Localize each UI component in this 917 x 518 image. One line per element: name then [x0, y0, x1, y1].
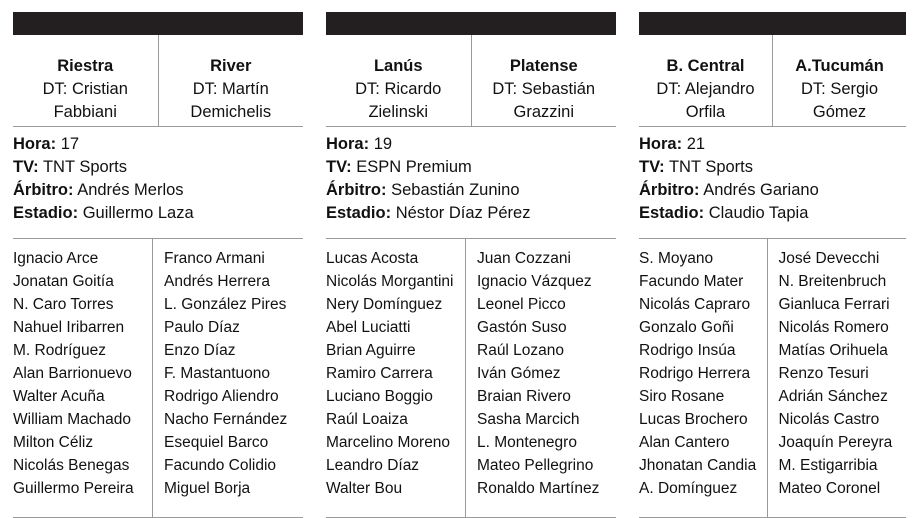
player-name: Ignacio Arce — [13, 250, 99, 267]
team-away — [158, 35, 304, 126]
teams-row — [639, 35, 906, 127]
referee-value: Andrés Merlos — [77, 181, 184, 199]
lineups-row — [13, 239, 303, 518]
player-name: Renzo Tesuri — [778, 365, 869, 382]
match-block — [639, 12, 906, 518]
kickoff-time-label: Hora: — [326, 135, 370, 153]
player-name: M. Estigarribia — [778, 457, 878, 474]
stadium-label: Estadio: — [13, 204, 79, 222]
player-name: Nicolás Capraro — [639, 296, 751, 313]
player-name: Gianluca Ferrari — [778, 296, 890, 313]
header-bar — [13, 12, 303, 35]
team-name: A.Tucumán — [795, 57, 884, 75]
home-players-list — [639, 239, 767, 517]
player-name: Jonatan Goitía — [13, 273, 114, 290]
referee — [326, 179, 616, 202]
player-name: Abel Luciatti — [326, 319, 411, 336]
player-name: N. Caro Torres — [13, 296, 114, 313]
team-home — [13, 35, 158, 126]
player-name: Jhonatan Candia — [639, 457, 757, 474]
match-block — [13, 12, 303, 518]
player-name: William Machado — [13, 411, 132, 428]
stadium — [326, 202, 616, 225]
match-info — [639, 127, 906, 239]
player-name: Lucas Acosta — [326, 250, 419, 267]
team-home — [639, 35, 772, 126]
tv-channel-label: TV: — [326, 158, 352, 176]
match-info — [326, 127, 616, 239]
player-name: Esequiel Barco — [164, 434, 269, 451]
header-bar — [326, 12, 616, 35]
referee-label: Árbitro: — [13, 181, 74, 199]
referee-label: Árbitro: — [326, 181, 387, 199]
player-name: L. González Pires — [164, 296, 287, 313]
team-home — [326, 35, 471, 126]
player-name: Nicolás Morgantini — [326, 273, 454, 290]
lineups-row — [326, 239, 616, 518]
player-name: F. Mastantuono — [164, 365, 270, 382]
referee — [13, 179, 303, 202]
player-name: Siro Rosane — [639, 388, 725, 405]
player-name: Luciano Boggio — [326, 388, 433, 405]
player-name: Iván Gómez — [477, 365, 561, 382]
player-name: Ramiro Carrera — [326, 365, 433, 382]
tv-channel-label: TV: — [13, 158, 39, 176]
player-name: Facundo Mater — [639, 273, 744, 290]
stadium — [639, 202, 906, 225]
player-name: Brian Aguirre — [326, 342, 416, 359]
kickoff-time-value: 21 — [686, 135, 706, 153]
team-away — [772, 35, 906, 126]
lineups-row — [639, 239, 906, 518]
player-name: Paulo Díaz — [164, 319, 240, 336]
player-name: Milton Céliz — [13, 434, 94, 451]
tv-channel-value: ESPN Premium — [356, 158, 472, 176]
team-name: B. Central — [666, 57, 745, 75]
stadium-label: Estadio: — [326, 204, 392, 222]
team-name: River — [210, 57, 252, 75]
kickoff-time-value: 19 — [373, 135, 393, 153]
player-name: Walter Acuña — [13, 388, 105, 405]
home-players-list — [326, 239, 465, 517]
player-name: L. Montenegro — [477, 434, 577, 451]
player-name: Raúl Loaiza — [326, 411, 408, 428]
referee-label: Árbitro: — [639, 181, 700, 199]
player-name: Ignacio Vázquez — [477, 273, 592, 290]
player-name: Franco Armani — [164, 250, 265, 267]
player-name: Nicolás Benegas — [13, 457, 130, 474]
tv-channel — [326, 156, 616, 179]
player-name: Braian Rivero — [477, 388, 571, 405]
team-coach: DT: Alejandro Orfila — [656, 80, 755, 121]
team-name: Platense — [509, 57, 578, 75]
teams-row — [13, 35, 303, 127]
tv-channel-label: TV: — [639, 158, 665, 176]
player-name: Nicolás Romero — [778, 319, 889, 336]
player-name: Rodrigo Insúa — [639, 342, 736, 359]
player-name: Rodrigo Aliendro — [164, 388, 279, 405]
team-coach: DT: Ricardo Zielinski — [355, 80, 442, 121]
player-name: Alan Cantero — [639, 434, 730, 451]
player-name: Guillermo Pereira — [13, 480, 134, 497]
match-block — [326, 12, 616, 518]
referee-value: Sebastián Zunino — [391, 181, 520, 199]
kickoff-time — [326, 133, 616, 156]
teams-row — [326, 35, 616, 127]
stadium-value: Claudio Tapia — [708, 204, 809, 222]
tv-channel-value: TNT Sports — [668, 158, 754, 176]
player-name: M. Rodríguez — [13, 342, 107, 359]
kickoff-time — [13, 133, 303, 156]
tv-channel-value: TNT Sports — [42, 158, 128, 176]
player-name: Joaquín Pereyra — [778, 434, 893, 451]
header-bar — [639, 12, 906, 35]
player-name: Juan Cozzani — [477, 250, 571, 267]
player-name: Adrián Sánchez — [778, 388, 888, 405]
player-name: Gastón Suso — [477, 319, 567, 336]
kickoff-time-label: Hora: — [13, 135, 57, 153]
tv-channel — [13, 156, 303, 179]
stadium-value: Guillermo Laza — [82, 204, 194, 222]
team-coach: DT: Sebastián Grazzini — [492, 80, 596, 121]
kickoff-time-value: 17 — [60, 135, 80, 153]
team-coach: DT: Sergio Gómez — [800, 80, 879, 121]
player-name: Leandro Díaz — [326, 457, 420, 474]
player-name: Leonel Picco — [477, 296, 566, 313]
player-name: Nacho Fernández — [164, 411, 288, 428]
player-name: A. Domínguez — [639, 480, 738, 497]
player-name: Nery Domínguez — [326, 296, 443, 313]
team-coach: DT: Martín Demichelis — [190, 80, 272, 121]
team-coach: DT: Cristian Fabbiani — [42, 80, 128, 121]
player-name: Matías Orihuela — [778, 342, 888, 359]
player-name: N. Breitenbruch — [778, 273, 887, 290]
match-info — [13, 127, 303, 239]
referee — [639, 179, 906, 202]
player-name: Andrés Herrera — [164, 273, 270, 290]
referee-value: Andrés Gariano — [703, 181, 819, 199]
player-name: Mateo Coronel — [778, 480, 881, 497]
player-name: Nicolás Castro — [778, 411, 880, 428]
player-name: Nahuel Iribarren — [13, 319, 125, 336]
stadium — [13, 202, 303, 225]
away-players-list — [767, 239, 907, 517]
player-name: Raúl Lozano — [477, 342, 565, 359]
player-name: Miguel Borja — [164, 480, 251, 497]
team-name: Riestra — [57, 57, 114, 75]
player-name: José Devecchi — [778, 250, 880, 267]
stadium-label: Estadio: — [639, 204, 705, 222]
player-name: Alan Barrionuevo — [13, 365, 132, 382]
kickoff-time-label: Hora: — [639, 135, 683, 153]
player-name: Sasha Marcich — [477, 411, 580, 428]
tv-channel — [639, 156, 906, 179]
player-name: Gonzalo Goñi — [639, 319, 734, 336]
player-name: Ronaldo Martínez — [477, 480, 600, 497]
player-name: Marcelino Moreno — [326, 434, 451, 451]
team-away — [471, 35, 617, 126]
player-name: Lucas Brochero — [639, 411, 748, 428]
home-players-list — [13, 239, 152, 517]
stadium-value: Néstor Díaz Pérez — [395, 204, 531, 222]
away-players-list — [465, 239, 616, 517]
player-name: Facundo Colidio — [164, 457, 277, 474]
team-name: Lanús — [373, 57, 423, 75]
player-name: Rodrigo Herrera — [639, 365, 751, 382]
player-name: Enzo Díaz — [164, 342, 236, 359]
player-name: Walter Bou — [326, 480, 403, 497]
away-players-list — [152, 239, 303, 517]
kickoff-time — [639, 133, 906, 156]
player-name: Mateo Pellegrino — [477, 457, 594, 474]
player-name: S. Moyano — [639, 250, 714, 267]
